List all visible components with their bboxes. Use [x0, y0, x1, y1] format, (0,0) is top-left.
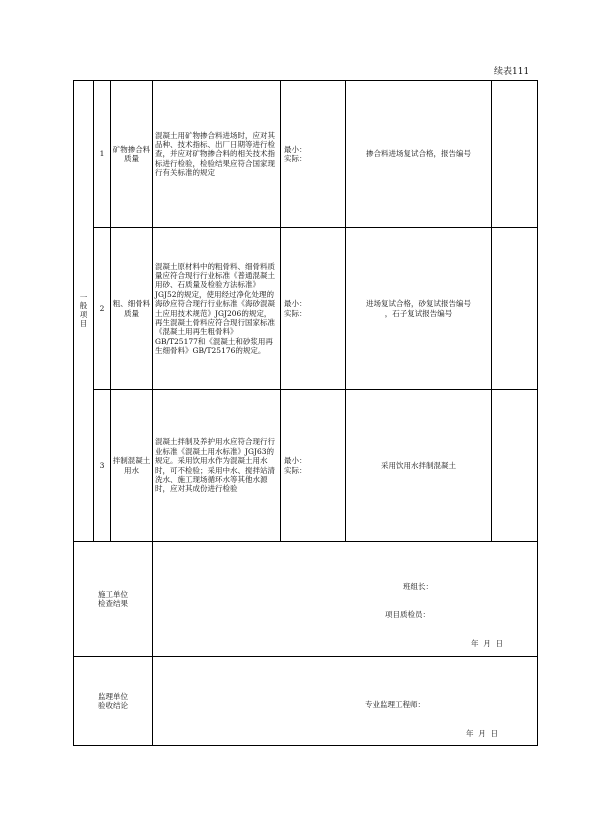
table-row — [74, 81, 538, 228]
item-name: 粗、细骨料质量 — [111, 228, 153, 390]
requirement-text: 混凝土用矿物掺合料进场时，应对其品种、技术指标、出厂日期等进行检查，并应对矿物掺合料的相关技术指标进行检验，检验结果应符合国家现行有关标准的规定 — [153, 81, 281, 228]
check-result: 进场复试合格，砂复试报告编号 ，石子复试报告编号 — [346, 228, 492, 390]
inspector-label: 项目质检员： — [385, 610, 430, 619]
row-number: 2 — [94, 228, 111, 390]
table-row — [74, 390, 538, 542]
item-name: 矿物掺合料质量 — [111, 81, 153, 228]
min-actual: 最小： 实际： — [281, 228, 346, 390]
engineer-label: 专业监理工程师： — [365, 700, 425, 709]
category-cell — [74, 81, 94, 542]
supervision-signoff — [153, 657, 538, 746]
blank-cell — [492, 81, 538, 228]
supervision-row — [74, 657, 538, 746]
inspection-table — [73, 80, 538, 746]
row-number: 3 — [94, 390, 111, 542]
blank-cell — [492, 390, 538, 542]
row-number: 1 — [94, 81, 111, 228]
date-label: 年 月 日 — [471, 639, 504, 648]
table-row — [74, 228, 538, 390]
blank-cell — [492, 228, 538, 390]
supervision-label: 监理单位 验收结论 — [74, 657, 153, 746]
check-result: 掺合料进场复试合格，报告编号 — [346, 81, 492, 228]
construction-label: 施工单位 检查结果 — [74, 542, 153, 657]
item-name: 拌制混凝土用水 — [111, 390, 153, 542]
category-label: 一般项目 — [79, 292, 88, 328]
min-actual: 最小： 实际： — [281, 81, 346, 228]
min-actual: 最小： 实际： — [281, 390, 346, 542]
construction-signoff — [153, 542, 538, 657]
page-label: 续表111 — [494, 67, 530, 77]
requirement-text: 混凝土原材料中的粗骨料、细骨料质量应符合现行行业标准《普通混凝土用砂、石质量及检验方法标准》JGJ52的规定，使用经过净化处理的海砂应符合现行行业标准《海砂混凝土应用技术规范》JGJ206的规定，再生混凝土骨料应符合现行国家标准《混凝土用再生粗骨料》GB/T25177和《混凝土和砂浆用再生细骨料》GB/T25176的规定。 — [153, 228, 281, 390]
check-result: 采用饮用水拌制混凝土 — [346, 390, 492, 542]
construction-row — [74, 542, 538, 657]
requirement-text: 混凝土拌制及养护用水应符合现行行业标准《混凝土用水标准》JGJ63的规定。采用饮用水作为混凝土用水时，可不检验；采用中水、搅拌站清洗水、施工现场循环水等其他水源时，应对其成份进行检验 — [153, 390, 281, 542]
date-label: 年 月 日 — [466, 729, 499, 738]
team-leader-label: 班组长： — [403, 582, 433, 591]
